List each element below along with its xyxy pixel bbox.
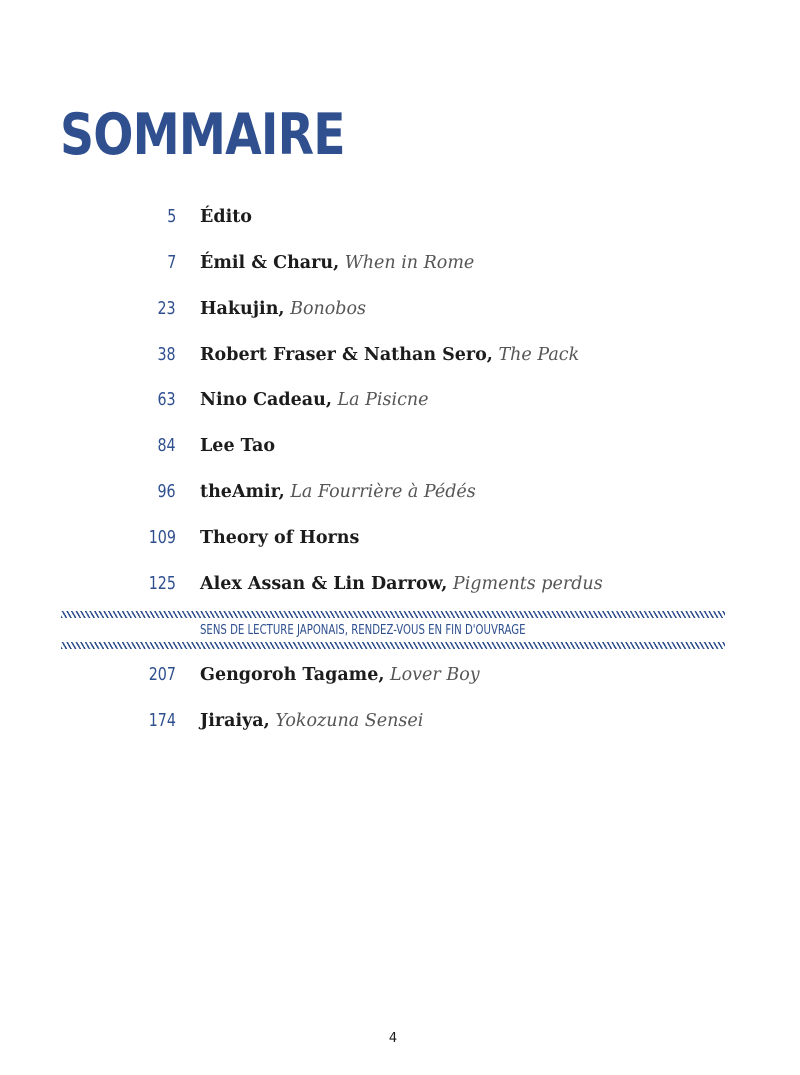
toc-author: Jiraiya, bbox=[200, 711, 270, 731]
japanese-reading-divider bbox=[61, 610, 725, 650]
toc-entry-bonobos bbox=[0, 294, 800, 324]
toc-author: Nino Cadeau, bbox=[200, 390, 332, 410]
toc-author: Alex Assan & Lin Darrow, bbox=[200, 574, 448, 594]
toc-entry-text bbox=[200, 569, 603, 599]
toc-entry-text bbox=[200, 706, 423, 736]
toc-work-title: When in Rome bbox=[344, 253, 475, 273]
toc-entry-text bbox=[200, 660, 480, 690]
toc-entry-text bbox=[200, 340, 579, 370]
toc-entry-text bbox=[200, 248, 474, 278]
toc-entry-text bbox=[200, 385, 429, 415]
toc-page-number: 38 bbox=[157, 344, 176, 365]
toc-work-title: Lover Boy bbox=[390, 665, 480, 685]
japanese-reading-notice: SENS DE LECTURE JAPONAIS, RENDEZ-VOUS EN FIN D'OUVRAGE bbox=[200, 623, 526, 638]
toc-page-number: 96 bbox=[157, 481, 176, 502]
toc-author: Robert Fraser & Nathan Sero, bbox=[200, 345, 493, 365]
page-title: SOMMAIRE bbox=[60, 102, 345, 168]
toc-page-number: 84 bbox=[157, 435, 176, 456]
toc-entry-theory-of-horns bbox=[0, 523, 800, 553]
toc-author: Édito bbox=[200, 207, 252, 227]
toc-entry-lover-boy bbox=[0, 660, 800, 690]
toc-page-number: 5 bbox=[166, 206, 176, 227]
toc-author: Gengoroh Tagame, bbox=[200, 665, 385, 685]
toc-page-number: 207 bbox=[148, 664, 176, 685]
toc-entry-text bbox=[200, 431, 275, 461]
toc-work-title: Bonobos bbox=[290, 299, 367, 319]
toc-entry-edito bbox=[0, 202, 800, 232]
toc-work-title: Pigments perdus bbox=[452, 574, 603, 594]
toc-page-number: 63 bbox=[157, 389, 176, 410]
toc-work-title: La Fourrière à Pédés bbox=[290, 482, 476, 502]
toc-entry-text bbox=[200, 294, 366, 324]
hatched-rule-top bbox=[61, 611, 725, 618]
toc-author: theAmir, bbox=[200, 482, 285, 502]
toc-entry-text bbox=[200, 477, 476, 507]
toc-author: Theory of Horns bbox=[200, 528, 360, 548]
toc-work-title: The Pack bbox=[498, 345, 580, 365]
toc-author: Émil & Charu, bbox=[200, 253, 340, 273]
toc-page-number: 174 bbox=[148, 710, 176, 731]
hatched-rule-bottom bbox=[61, 642, 725, 649]
toc-entry-the-pack bbox=[0, 340, 800, 370]
page-number: 4 bbox=[388, 1031, 398, 1046]
toc-entry-la-fourriere bbox=[0, 477, 800, 507]
toc-entry-la-pisicne bbox=[0, 385, 800, 415]
toc-page-number: 7 bbox=[166, 252, 176, 273]
toc-entry-text bbox=[200, 202, 252, 232]
toc-page-number: 23 bbox=[157, 298, 176, 319]
toc-author: Lee Tao bbox=[200, 436, 276, 456]
toc-entry-pigments-perdus bbox=[0, 569, 800, 599]
toc-entry-when-in-rome bbox=[0, 248, 800, 278]
toc-entry-lee-tao bbox=[0, 431, 800, 461]
toc-page-number: 125 bbox=[148, 573, 176, 594]
toc-entry-text bbox=[200, 523, 359, 553]
toc-work-title: La Pisicne bbox=[337, 390, 429, 410]
toc-entry-yokozuna-sensei bbox=[0, 706, 800, 736]
toc-author: Hakujin, bbox=[200, 299, 285, 319]
toc-work-title: Yokozuna Sensei bbox=[275, 711, 424, 731]
toc-page-number: 109 bbox=[148, 527, 176, 548]
